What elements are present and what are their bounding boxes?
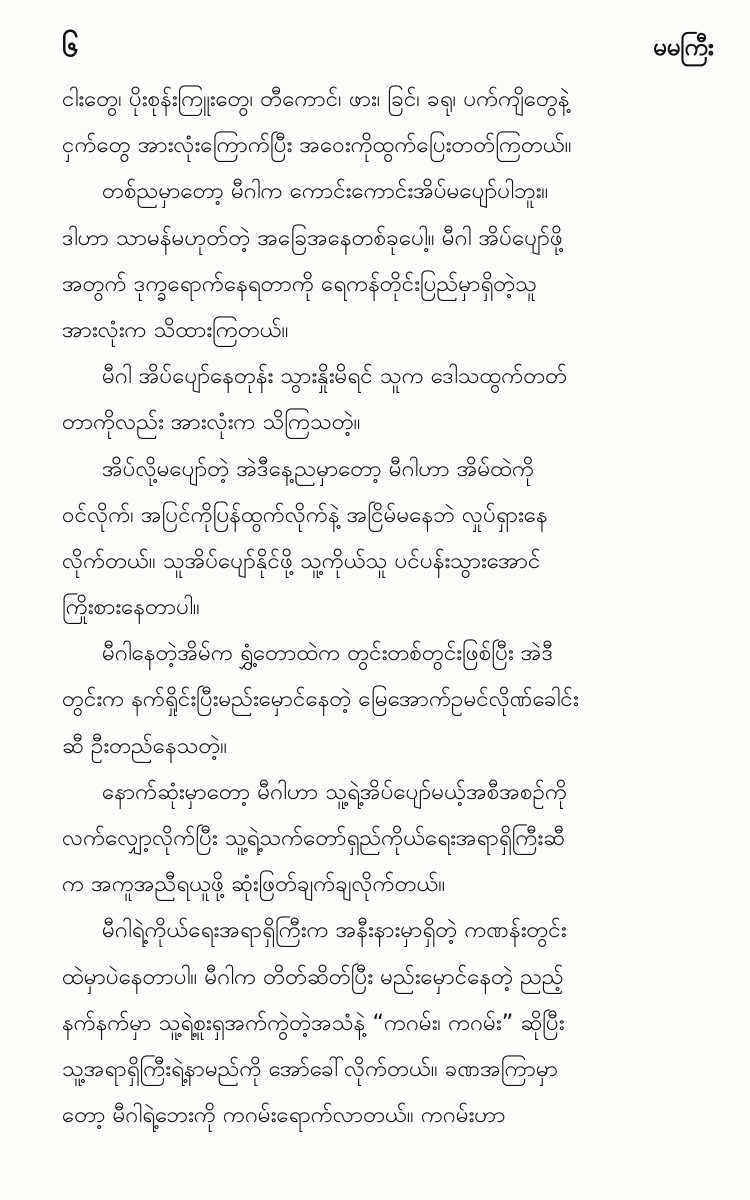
text-line: တစ်ညမှာတော့ မီဂါက ကောင်းကောင်းအိပ်မပျော်ပါဘူး။ [102,178,549,205]
text-line: ဝင်လိုက်၊ အပြင်ကိုပြန်ထွက်လိုက်နဲ့ အငြိမ်မနေဘဲ လှုပ်ရှားနေ [62,501,548,528]
text-line: တွင်းက နက်ရှိုင်းပြီးမည်းမှောင်နေတဲ့ မြေအောက်ဥမင်လိုဏ်ခေါင်း [62,686,579,713]
text-line: ဒါဟာ သာမန်မဟုတ်တဲ့ အခြေအနေတစ်ခုပေါ့။ မီဂါ အိပ်ပျော်ဖို့ [62,224,563,251]
text-line: အတွက် ဒုက္ခရောက်နေရတာကို ရေကန်တိုင်းပြည်မှာရှိတဲ့သူ [62,270,537,297]
text-line: မီဂါနေတဲ့အိမ်က ရွှံ့တောထဲက တွင်းတစ်တွင်းဖြစ်ပြီး အဲဒီ [102,640,554,667]
text-line: မီဂါရဲ့ကိုယ်ရေးအရာရှိကြီးက အနီးနားမှာရှိတဲ့ ကဏန်းတွင်း [102,917,567,944]
page-number: ၆ [62,29,79,64]
text-line: ဆီ ဦးတည်နေသတဲ့။ [62,732,228,759]
text-line: မီဂါ အိပ်ပျော်နေတုန်း သွားနှိုးမိရင် သူက ဒေါသထွက်တတ် [102,363,568,390]
text-line: ငါးတွေ၊ ပိုးစုန်းကြူးတွေ၊ တီကောင်၊ ဖား၊ ခြင်၊ ခရု၊ ပက်ကျိတွေနဲ့ [62,86,570,112]
text-line: ထဲမှာပဲနေတာပါ။ မီဂါက တိတ်ဆိတ်ပြီး မည်းမှောင်နေတဲ့ ညည့် [62,963,564,990]
text-line: အိပ်လို့မပျော်တဲ့ အဲဒီနေ့ညမှာတော့ မီဂါဟာ အိမ်ထဲကို [102,455,535,482]
text-line: နောက်ဆုံးမှာတော့ မီဂါဟာ သူ့ရဲ့အိပ်ပျော်မယ့်အစီအစဉ်ကို [102,778,568,805]
text-line: နက်နက်မှာ သူ့ရဲ့စူးရှအက်ကွဲတဲ့အသံနဲ့ “ကဂမ်း၊ ကဂမ်း” ဆိုပြီး [62,1009,565,1036]
text-line: သူ့အရာရှိကြီးရဲ့နာမည်ကို အော်ခေါ်လိုက်တယ်။ ခဏအကြာမှာ [62,1055,558,1082]
text-line: ငှက်တွေ အားလုံးကြောက်ပြီး အဝေးကိုထွက်ပြေးတတ်ကြတယ်။ [62,132,572,159]
text-line: လိုက်တယ်။ သူအိပ်ပျော်နိုင်ဖို့ သူ့ကိုယ်သူ ပင်ပန်းသွားအောင် [62,547,541,574]
text-line: တာကိုလည်း အားလုံးက သိကြသတဲ့။ [62,409,361,436]
text-line: လက်လျှော့လိုက်ပြီး သူ့ရဲ့သက်တော်ရှည်ကိုယ်ရေးအရာရှိကြီးဆီ [62,825,565,851]
body-text [62,76,714,1138]
text-line: က အကူအညီရယူဖို့ ဆုံးဖြတ်ချက်ချလိုက်တယ်။ [62,871,446,898]
running-title: မမကြီး [652,33,714,61]
text-line: အားလုံးက သိထားကြတယ်။ [62,316,289,343]
page-header [62,22,714,72]
text-line: ကြိုးစားနေတာပါ။ [62,594,200,621]
text-line: တော့ မီဂါရဲ့ဘေးကို ကဂမ်းရောက်လာတယ်။ ကဂမ်းဟာ [62,1102,506,1129]
